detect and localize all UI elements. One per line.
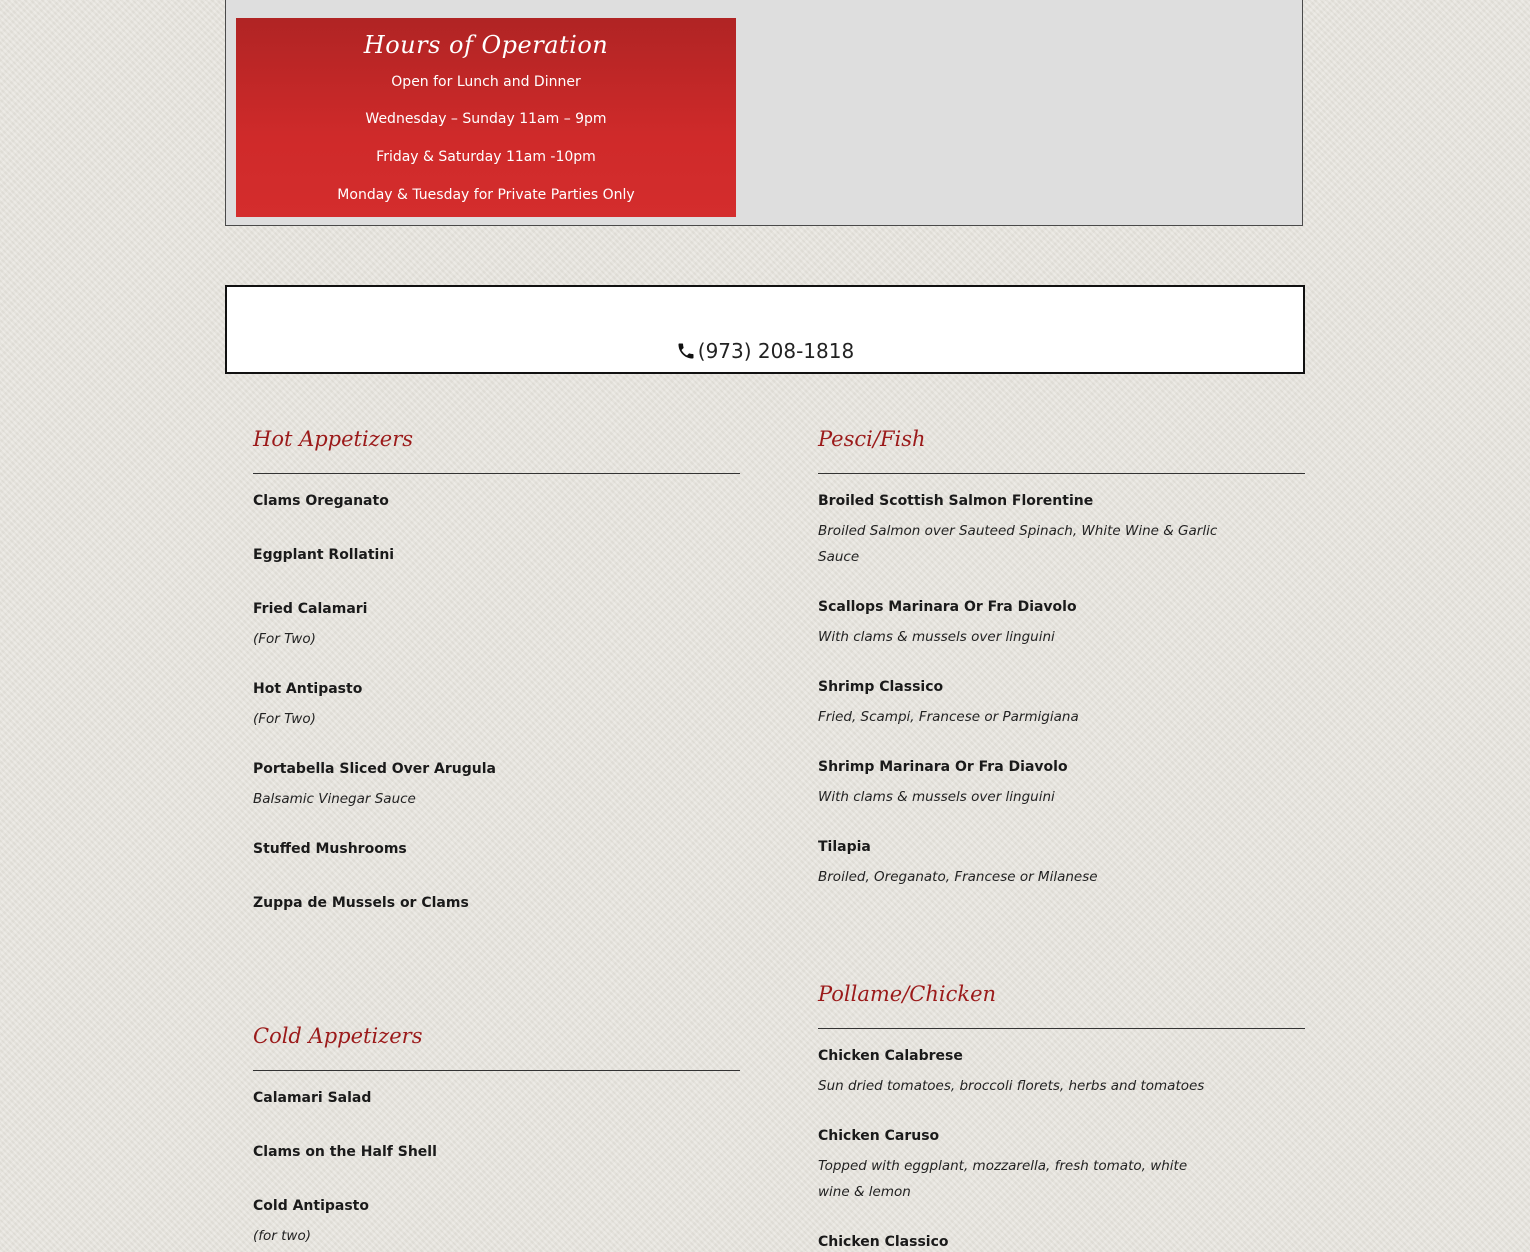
menu-item-desc: (For Two)	[253, 631, 316, 647]
menu-item	[253, 759, 740, 812]
menu-item-name: Clams Oreganato	[253, 493, 389, 509]
menu-item	[818, 1126, 1305, 1205]
menu-item-name: Eggplant Rollatini	[253, 547, 395, 563]
menu-item-name: Chicken Caruso	[818, 1128, 940, 1144]
phone-link[interactable]	[227, 338, 1303, 364]
menu-item	[818, 1232, 1305, 1252]
section-divider	[253, 1070, 740, 1071]
menu-item-desc: Broiled Salmon over Sauteed Spinach, White Wine & Garlic Sauce	[818, 523, 1218, 565]
menu-item-desc: Broiled, Oreganato, Francese or Milanese	[818, 869, 1098, 885]
menu-item	[253, 1088, 740, 1108]
menu-item-name: Shrimp Classico	[818, 679, 944, 695]
menu-item-desc: Fried, Scampi, Francese or Parmigiana	[818, 709, 1079, 725]
menu-item-name: Stuffed Mushrooms	[253, 841, 407, 857]
menu-item	[253, 491, 740, 511]
menu-item	[818, 1046, 1305, 1099]
menu-item	[253, 599, 740, 652]
section-hot-appetizers	[253, 424, 740, 913]
menu-item-name: Cold Antipasto	[253, 1198, 369, 1214]
section-cold-appetizers	[253, 1021, 740, 1249]
menu-item-name: Chicken Classico	[818, 1234, 949, 1250]
section-divider	[818, 473, 1305, 474]
section-divider	[253, 473, 740, 474]
section-title: Pesci/Fish	[818, 427, 926, 451]
menu-item	[253, 893, 740, 913]
section-divider	[818, 1028, 1305, 1029]
menu-item-desc: (for two)	[253, 1228, 311, 1244]
menu-item-desc: With clams & mussels over linguini	[818, 629, 1055, 645]
hours-line-service: Open for Lunch and Dinner	[391, 74, 581, 90]
menu-item	[818, 837, 1305, 890]
menu-item-desc: Sun dried tomatoes, broccoli florets, herbs and tomatoes	[818, 1078, 1205, 1094]
menu-item-desc: Balsamic Vinegar Sauce	[253, 791, 416, 807]
menu-item	[818, 677, 1305, 730]
phone-panel	[225, 285, 1305, 374]
hours-line-fri-sat: Friday & Saturday 11am -10pm	[376, 149, 596, 165]
menu-item-name: Broiled Scottish Salmon Florentine	[818, 493, 1094, 509]
menu-item-name: Calamari Salad	[253, 1090, 372, 1106]
section-title: Hot Appetizers	[253, 427, 414, 451]
hours-box	[236, 18, 736, 217]
phone-icon	[676, 341, 696, 361]
menu-item	[253, 839, 740, 859]
menu-item-name: Fried Calamari	[253, 601, 368, 617]
section-pesci-fish	[818, 424, 1305, 890]
hours-panel	[225, 0, 1303, 226]
hours-line-mon-tue: Monday & Tuesday for Private Parties Only	[337, 187, 635, 203]
menu-item-desc: Topped with eggplant, mozzarella, fresh tomato, white wine & lemon	[818, 1158, 1188, 1200]
menu-item-name: Clams on the Half Shell	[253, 1144, 437, 1160]
menu-item-name: Tilapia	[818, 839, 871, 855]
menu-item-desc: (For Two)	[253, 711, 316, 727]
menu-item	[253, 1196, 740, 1249]
section-pollame-chicken	[818, 979, 1305, 1252]
hours-line-wed-sun: Wednesday – Sunday 11am – 9pm	[365, 111, 607, 127]
menu-item-name: Scallops Marinara Or Fra Diavolo	[818, 599, 1077, 615]
menu-item-name: Hot Antipasto	[253, 681, 363, 697]
menu-item	[253, 679, 740, 732]
hours-title: Hours of Operation	[363, 31, 609, 59]
section-title: Pollame/Chicken	[818, 982, 997, 1006]
menu-item-desc: With clams & mussels over linguini	[818, 789, 1055, 805]
menu-item-name: Portabella Sliced Over Arugula	[253, 761, 496, 777]
menu-item	[253, 545, 740, 565]
menu-item-name: Chicken Calabrese	[818, 1048, 963, 1064]
menu-item-name: Zuppa de Mussels or Clams	[253, 895, 469, 911]
menu-item	[818, 757, 1305, 810]
section-title: Cold Appetizers	[253, 1024, 423, 1048]
phone-number[interactable]: (973) 208-1818	[697, 339, 855, 363]
menu-item	[818, 597, 1305, 650]
menu-item	[253, 1142, 740, 1162]
menu-item-name: Shrimp Marinara Or Fra Diavolo	[818, 759, 1068, 775]
menu-item	[818, 491, 1305, 570]
